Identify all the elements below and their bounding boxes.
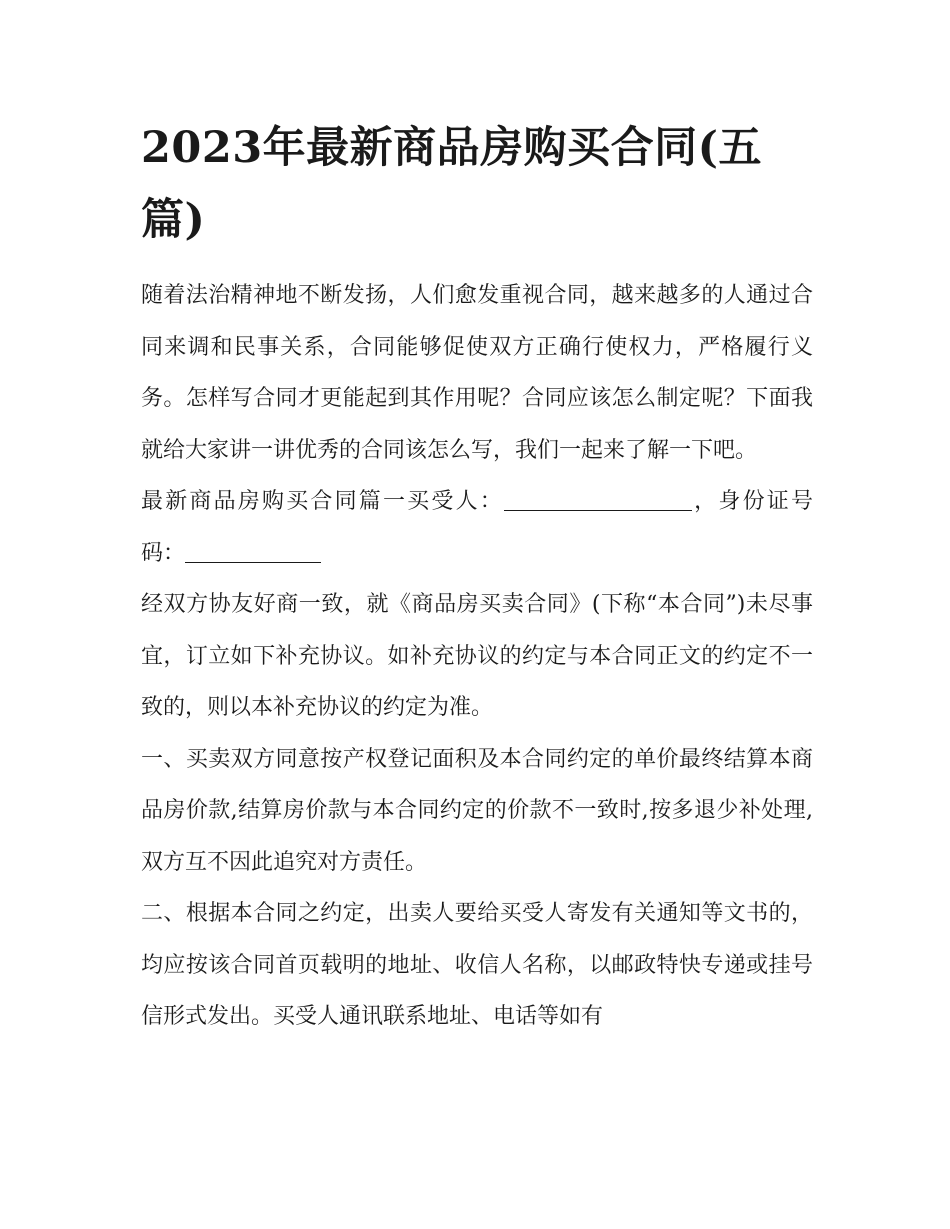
buyer-label: 最新商品房购买合同篇一买受人： <box>141 489 504 514</box>
clause-2-paragraph: 二、根据本合同之约定，出卖人要给买受人寄发有关通知等文书的，均应按该合同首页载明的地址、收信人名称，以邮政特快专递或挂号信形式发出。买受人通讯联系地址、电话等如有 <box>141 901 813 1029</box>
agreement-paragraph: 经双方协友好商一致，就《商品房买卖合同》(下称“本合同”)未尽事宜，订立如下补充协议。如补充协议的约定与本合同正文的约定不一致的，则以本补充协议的约定为准。 <box>141 592 813 720</box>
document-page <box>141 112 813 1043</box>
clause-1-paragraph: 一、买卖双方同意按产权登记面积及本合同约定的单价最终结算本商品房价款,结算房价款与本合同约定的价款不一致时,按多退少补处理,双方互不因此追究对方责任。 <box>141 746 813 875</box>
buyer-info-paragraph <box>141 476 813 579</box>
buyer-name-blank <box>504 488 692 511</box>
id-number-blank <box>185 540 321 563</box>
intro-paragraph: 随着法治精神地不断发扬，人们愈发重视合同，越来越多的人通过合同来调和民事关系，合同能够促使双方正确行使权力，严格履行义务。怎样写合同才更能起到其作用呢？合同应该怎么制定呢？下面我就给大家讲一讲优秀的合同该怎么写，我们一起来了解一下吧。 <box>141 283 813 463</box>
id-number-label: ，身份证号码： <box>141 489 813 566</box>
document-title: 2023年最新商品房购买合同(五篇) <box>141 123 763 245</box>
